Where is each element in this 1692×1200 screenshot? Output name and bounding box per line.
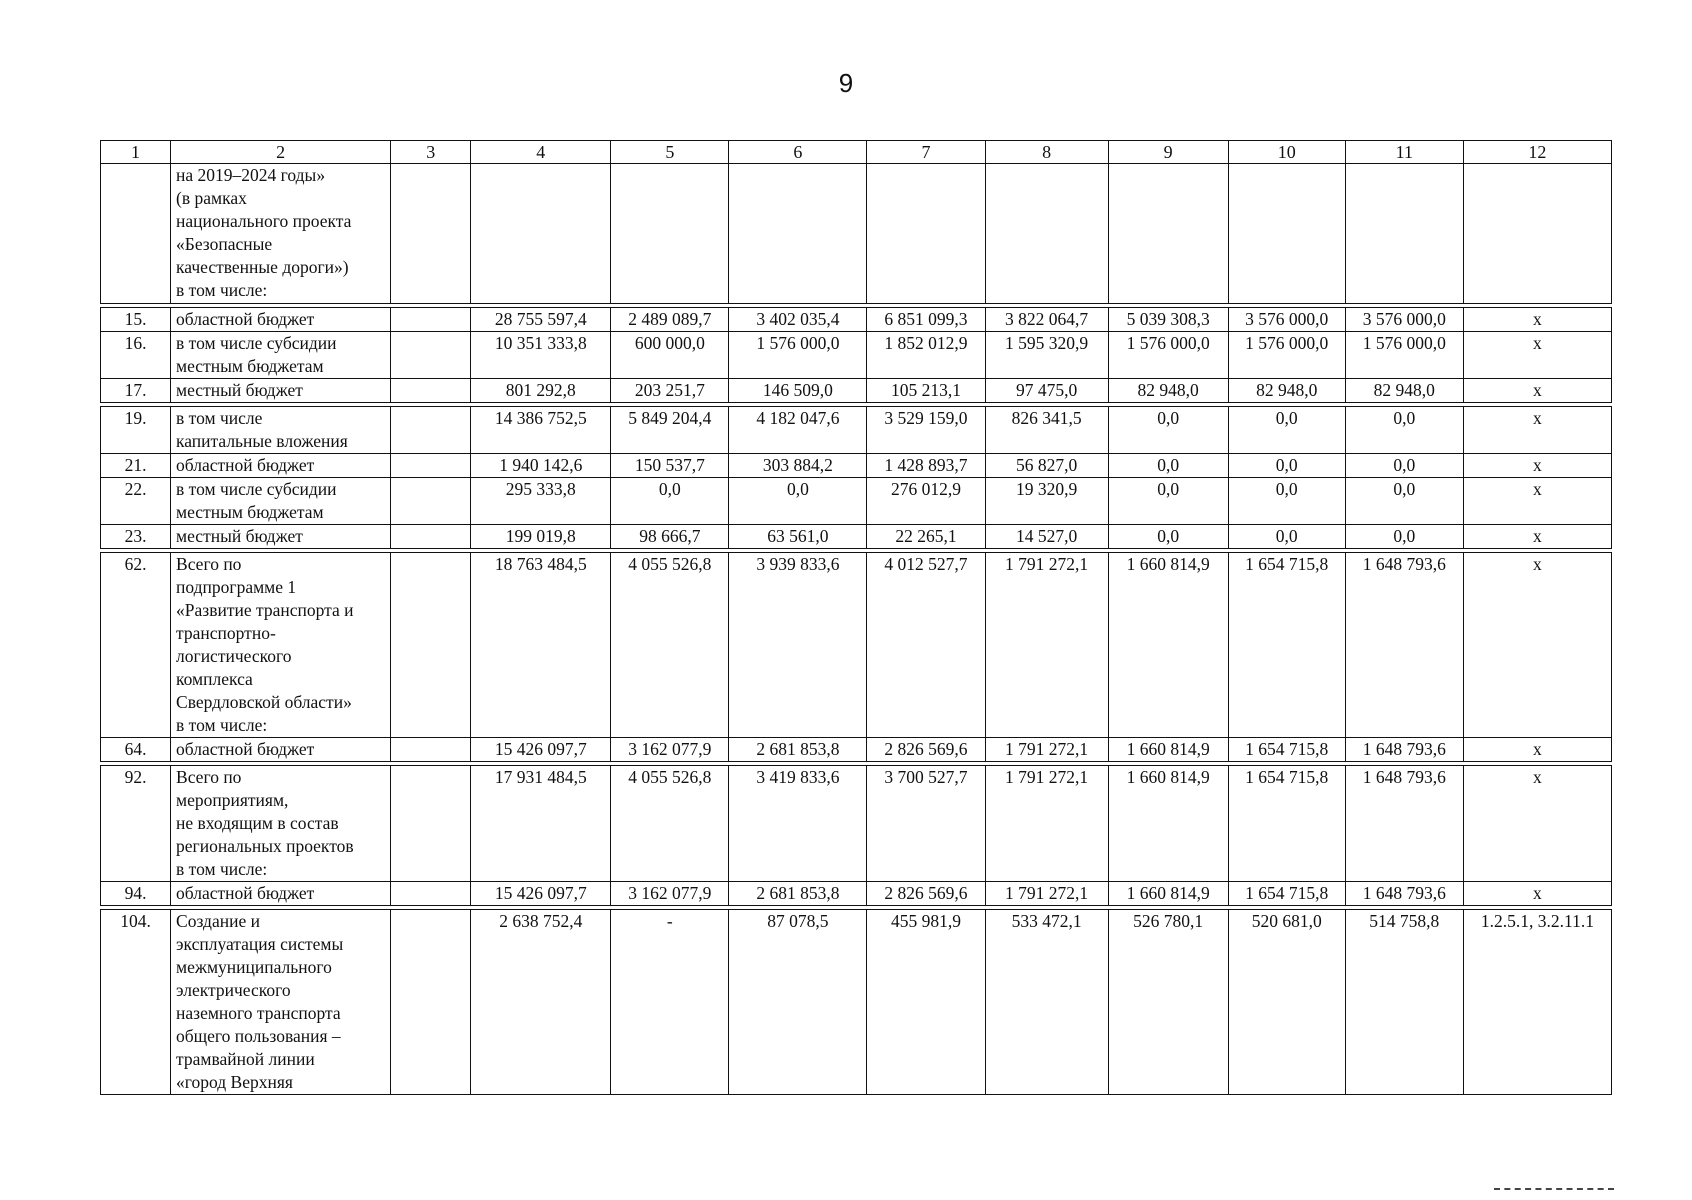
value-cell: 533 472,1 [985,910,1108,1095]
row-name-cell: областной бюджет [171,882,391,906]
column-12-cell: 1.2.5.1, 3.2.11.1 [1463,910,1611,1095]
row-number-cell: 15. [101,308,171,332]
value-cell: 1 791 272,1 [985,882,1108,906]
value-cell: 0,0 [729,478,867,525]
header-cell: 12 [1463,141,1611,164]
value-cell: 801 292,8 [471,379,611,403]
row-name-cell: местный бюджет [171,525,391,549]
value-cell: 18 763 484,5 [471,553,611,738]
value-cell: 199 019,8 [471,525,611,549]
value-cell: 1 660 814,9 [1108,882,1228,906]
value-cell: 1 791 272,1 [985,738,1108,762]
row-number-cell: 64. [101,738,171,762]
value-cell: 303 884,2 [729,454,867,478]
value-cell: 105 213,1 [867,379,985,403]
table-body [101,141,1612,1095]
value-cell: 1 648 793,6 [1345,553,1463,738]
value-cell: 826 341,5 [985,407,1108,454]
value-cell: 0,0 [1108,407,1228,454]
column-12-cell: x [1463,738,1611,762]
value-cell [611,164,729,304]
value-cell: 1 648 793,6 [1345,766,1463,882]
column-12-cell: x [1463,553,1611,738]
value-cell: 2 489 089,7 [611,308,729,332]
value-cell: 1 660 814,9 [1108,553,1228,738]
value-cell: 97 475,0 [985,379,1108,403]
value-cell: 82 948,0 [1228,379,1345,403]
value-cell: 56 827,0 [985,454,1108,478]
value-cell: 63 561,0 [729,525,867,549]
row-number-cell: 62. [101,553,171,738]
value-cell: 3 822 064,7 [985,308,1108,332]
value-cell: 3 939 833,6 [729,553,867,738]
value-cell: 1 660 814,9 [1108,766,1228,882]
value-cell: 146 509,0 [729,379,867,403]
column-3-cell [391,478,471,525]
row-number-cell [101,164,171,304]
value-cell: 4 182 047,6 [729,407,867,454]
value-cell: 3 700 527,7 [867,766,985,882]
table-row [101,454,1612,478]
column-3-cell [391,308,471,332]
table-row [101,738,1612,762]
column-3-cell [391,766,471,882]
column-3-cell [391,910,471,1095]
value-cell: 1 654 715,8 [1228,738,1345,762]
value-cell: 4 055 526,8 [611,553,729,738]
table-row [101,553,1612,738]
value-cell: 3 419 833,6 [729,766,867,882]
row-number-cell: 23. [101,525,171,549]
column-12-cell [1463,164,1611,304]
header-cell: 1 [101,141,171,164]
table-row [101,379,1612,403]
value-cell: 295 333,8 [471,478,611,525]
value-cell: 14 386 752,5 [471,407,611,454]
value-cell: 1 576 000,0 [729,332,867,379]
header-cell: 4 [471,141,611,164]
value-cell: 514 758,8 [1345,910,1463,1095]
value-cell: 98 666,7 [611,525,729,549]
value-cell [985,164,1108,304]
row-name-cell: Создание и эксплуатация системы межмуниципального электрического наземного транспорта общего пользования – трамвайной линии «город Верхняя [171,910,391,1095]
row-number-cell: 16. [101,332,171,379]
row-number-cell: 92. [101,766,171,882]
value-cell: 520 681,0 [1228,910,1345,1095]
column-3-cell [391,332,471,379]
value-cell: 1 791 272,1 [985,766,1108,882]
value-cell: 0,0 [1345,407,1463,454]
value-cell: 19 320,9 [985,478,1108,525]
value-cell: 82 948,0 [1108,379,1228,403]
value-cell: 28 755 597,4 [471,308,611,332]
value-cell: 1 576 000,0 [1228,332,1345,379]
column-12-cell: x [1463,308,1611,332]
value-cell: 5 849 204,4 [611,407,729,454]
table-row [101,910,1612,1095]
value-cell: 1 576 000,0 [1345,332,1463,379]
row-number-cell: 104. [101,910,171,1095]
value-cell: 3 162 077,9 [611,738,729,762]
value-cell: 1 648 793,6 [1345,738,1463,762]
value-cell: 3 529 159,0 [867,407,985,454]
value-cell: 2 826 569,6 [867,738,985,762]
header-cell: 9 [1108,141,1228,164]
value-cell: 4 012 527,7 [867,553,985,738]
column-12-cell: x [1463,332,1611,379]
header-cell: 11 [1345,141,1463,164]
value-cell: 2 826 569,6 [867,882,985,906]
row-number-cell: 19. [101,407,171,454]
table-row [101,332,1612,379]
value-cell: 1 940 142,6 [471,454,611,478]
column-12-cell: x [1463,478,1611,525]
column-3-cell [391,525,471,549]
value-cell: 0,0 [1228,407,1345,454]
row-name-cell: местный бюджет [171,379,391,403]
value-cell [1108,164,1228,304]
row-name-cell: в том числе капитальные вложения [171,407,391,454]
value-cell: 15 426 097,7 [471,738,611,762]
header-cell: 8 [985,141,1108,164]
column-3-cell [391,882,471,906]
row-number-cell: 17. [101,379,171,403]
row-name-cell: Всего по подпрограмме 1 «Развитие транспорта и транспортно- логистического комплекса Свердловской области» в том числе: [171,553,391,738]
row-number-cell: 94. [101,882,171,906]
value-cell: 0,0 [1228,525,1345,549]
header-cell: 10 [1228,141,1345,164]
value-cell: 455 981,9 [867,910,985,1095]
value-cell: 17 931 484,5 [471,766,611,882]
table-row [101,164,1612,304]
value-cell: 4 055 526,8 [611,766,729,882]
budget-table [100,140,1612,1095]
value-cell: 1 654 715,8 [1228,553,1345,738]
value-cell: 14 527,0 [985,525,1108,549]
value-cell: 1 648 793,6 [1345,882,1463,906]
value-cell: 1 660 814,9 [1108,738,1228,762]
page-number: 9 [838,68,854,98]
header-row [101,141,1612,164]
value-cell: 1 791 272,1 [985,553,1108,738]
header-cell: 3 [391,141,471,164]
column-3-cell [391,454,471,478]
value-cell: 2 681 853,8 [729,738,867,762]
row-name-cell: в том числе субсидии местным бюджетам [171,332,391,379]
table-row [101,308,1612,332]
column-12-cell: x [1463,766,1611,882]
row-name-cell: областной бюджет [171,308,391,332]
value-cell: 0,0 [1345,525,1463,549]
value-cell: 0,0 [1228,454,1345,478]
value-cell: 1 654 715,8 [1228,882,1345,906]
table-row [101,766,1612,882]
table-row [101,525,1612,549]
column-3-cell [391,407,471,454]
value-cell: 82 948,0 [1345,379,1463,403]
value-cell: 0,0 [1108,478,1228,525]
value-cell: 10 351 333,8 [471,332,611,379]
table-row [101,407,1612,454]
value-cell: 87 078,5 [729,910,867,1095]
column-3-cell [391,738,471,762]
row-name-cell: Всего по мероприятиям, не входящим в состав региональных проектов в том числе: [171,766,391,882]
scan-artifact-mark [1494,1188,1614,1194]
value-cell: 1 654 715,8 [1228,766,1345,882]
value-cell: 3 402 035,4 [729,308,867,332]
value-cell: 1 595 320,9 [985,332,1108,379]
value-cell: 0,0 [1228,478,1345,525]
value-cell: 2 638 752,4 [471,910,611,1095]
value-cell: 2 681 853,8 [729,882,867,906]
column-3-cell [391,379,471,403]
value-cell: 1 852 012,9 [867,332,985,379]
header-cell: 7 [867,141,985,164]
value-cell: 1 576 000,0 [1108,332,1228,379]
table-row [101,478,1612,525]
value-cell: 0,0 [1345,478,1463,525]
column-12-cell: x [1463,454,1611,478]
row-name-cell: областной бюджет [171,454,391,478]
value-cell: 0,0 [1108,525,1228,549]
column-3-cell [391,553,471,738]
column-12-cell: x [1463,525,1611,549]
value-cell: 3 162 077,9 [611,882,729,906]
value-cell [1228,164,1345,304]
row-name-cell: в том числе субсидии местным бюджетам [171,478,391,525]
value-cell [867,164,985,304]
header-cell: 6 [729,141,867,164]
row-number-cell: 22. [101,478,171,525]
value-cell: 0,0 [611,478,729,525]
column-3-cell [391,164,471,304]
value-cell: 203 251,7 [611,379,729,403]
value-cell: 15 426 097,7 [471,882,611,906]
value-cell: - [611,910,729,1095]
value-cell [471,164,611,304]
value-cell: 1 428 893,7 [867,454,985,478]
row-number-cell: 21. [101,454,171,478]
value-cell: 0,0 [1108,454,1228,478]
value-cell: 6 851 099,3 [867,308,985,332]
column-12-cell: x [1463,882,1611,906]
value-cell: 3 576 000,0 [1228,308,1345,332]
value-cell: 5 039 308,3 [1108,308,1228,332]
value-cell: 150 537,7 [611,454,729,478]
value-cell: 276 012,9 [867,478,985,525]
column-12-cell: x [1463,379,1611,403]
row-name-cell: на 2019–2024 годы» (в рамках национального проекта «Безопасные качественные дороги») в том числе: [171,164,391,304]
header-cell: 5 [611,141,729,164]
header-cell: 2 [171,141,391,164]
table-row [101,882,1612,906]
value-cell [729,164,867,304]
value-cell: 526 780,1 [1108,910,1228,1095]
row-name-cell: областной бюджет [171,738,391,762]
value-cell: 22 265,1 [867,525,985,549]
value-cell: 600 000,0 [611,332,729,379]
value-cell: 0,0 [1345,454,1463,478]
value-cell: 3 576 000,0 [1345,308,1463,332]
column-12-cell: x [1463,407,1611,454]
value-cell [1345,164,1463,304]
